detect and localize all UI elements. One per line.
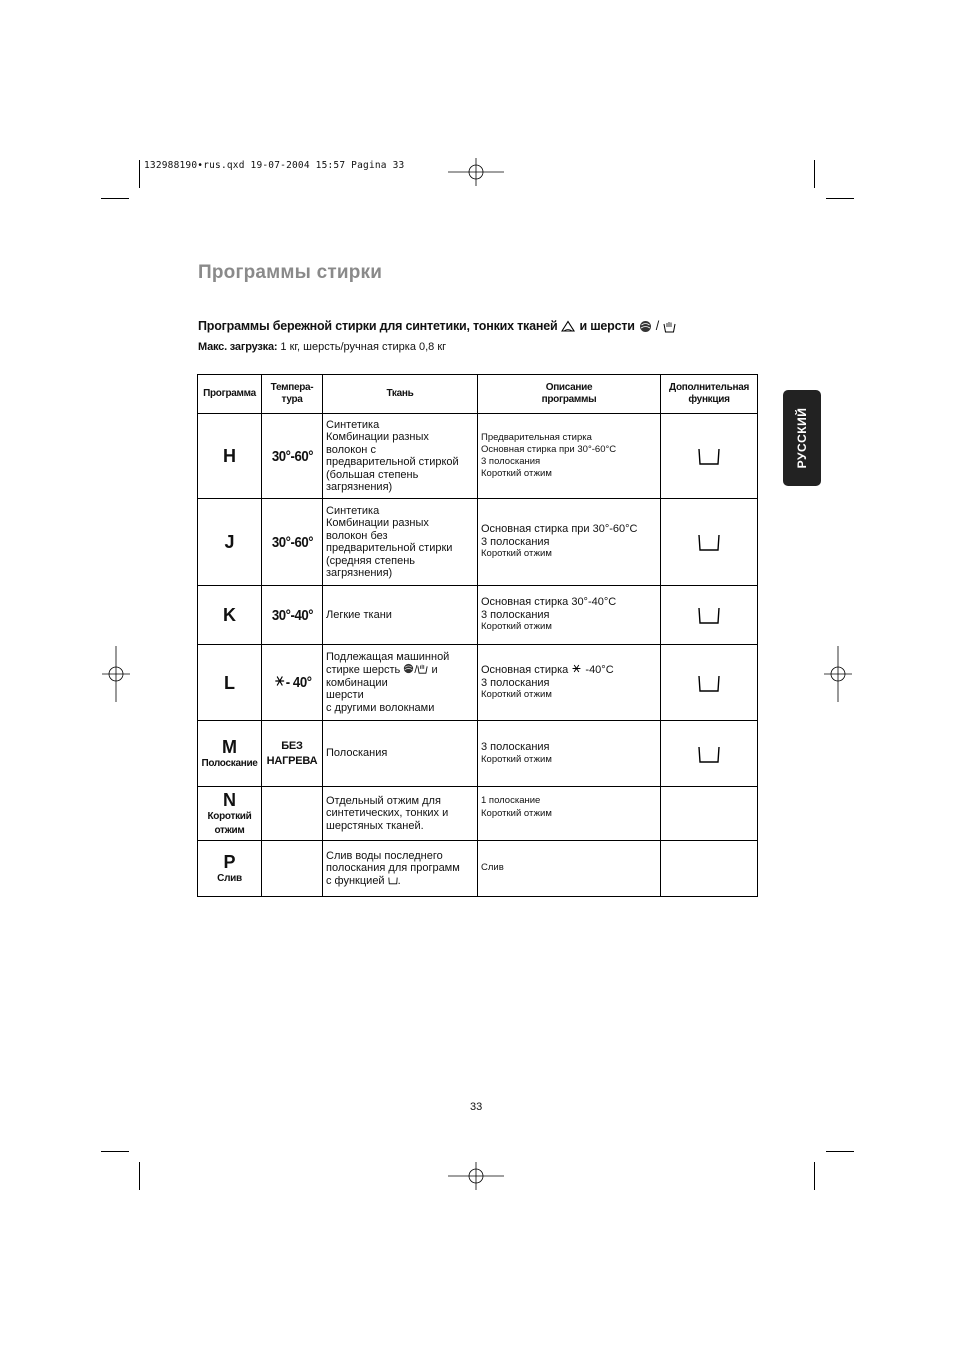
crop-mark xyxy=(139,160,140,188)
program-cell: P Слив xyxy=(198,841,262,897)
max-load-value: 1 кг, шерсть/ручная стирка 0,8 кг xyxy=(277,341,447,353)
function-cell xyxy=(661,414,758,499)
fabric-cell: Синтетика Комбинации разных волокон с предварительной стиркой (большая степень загрязнения) xyxy=(323,414,478,499)
description-cell: Слив xyxy=(478,841,661,897)
function-cell xyxy=(661,645,758,721)
header-description: Описание программы xyxy=(478,375,661,414)
wool-icon xyxy=(403,663,414,674)
table-row xyxy=(198,841,758,897)
program-cell: L xyxy=(198,645,262,721)
description-cell: Основная стирка -40°C 3 полоскания Короткий отжим xyxy=(478,645,661,721)
function-cell xyxy=(661,721,758,787)
half-load-tub-icon xyxy=(697,605,721,625)
temperature-value: - 40° xyxy=(285,674,312,691)
crop-mark xyxy=(139,1162,140,1190)
max-load-line xyxy=(198,341,446,353)
half-load-tub-icon xyxy=(697,446,721,466)
registration-mark-icon xyxy=(824,646,852,702)
slash-separator: / xyxy=(655,319,660,333)
function-cell xyxy=(661,499,758,586)
fabric-cell: Легкие ткани xyxy=(323,586,478,645)
hand-wash-icon xyxy=(417,663,428,674)
program-cell: H xyxy=(198,414,262,499)
crop-mark xyxy=(101,1151,129,1152)
program-cell: N Короткий отжим xyxy=(198,787,262,841)
programs-table xyxy=(197,374,758,897)
fabric-cell: Отдельный отжим для синтетических, тонких и шерстяных тканей. xyxy=(323,787,478,841)
function-cell xyxy=(661,586,758,645)
registration-mark-icon xyxy=(448,1162,504,1190)
table-row xyxy=(198,414,758,499)
temperature-cell: 30°-60° xyxy=(265,499,319,586)
language-tab xyxy=(783,390,821,486)
crop-mark xyxy=(814,160,815,188)
header-extra-function: Дополнительная функция xyxy=(661,375,758,414)
cold-snowflake-icon xyxy=(571,663,582,674)
half-load-tub-icon xyxy=(697,532,721,552)
fabric-cell: Слив воды последнего полоскания для программ с функцией . xyxy=(323,841,478,897)
table-header-row xyxy=(198,375,758,414)
program-cell: K xyxy=(198,586,262,645)
fabric-cell: Подлежащая машинной стирке шерсть / и комбинации шерсти с другими волокнами xyxy=(323,645,478,721)
half-load-tub-icon xyxy=(697,673,721,693)
table-row xyxy=(198,787,758,841)
function-cell xyxy=(661,841,758,897)
crop-mark xyxy=(826,1151,854,1152)
description-cell: Основная стирка при 30°-60°C 3 полоскания Короткий отжим xyxy=(478,499,661,586)
description-cell: 3 полоскания Короткий отжим xyxy=(478,721,661,787)
crop-mark xyxy=(101,198,129,199)
table-row xyxy=(198,499,758,586)
header-temperature: Темпера- тура xyxy=(262,375,323,414)
temperature-cell: 30°-60° xyxy=(265,414,319,499)
delicate-triangle-icon xyxy=(561,320,575,332)
crop-mark xyxy=(826,198,854,199)
hand-wash-icon xyxy=(663,320,676,333)
temperature-cell: 30°-40° xyxy=(265,586,319,645)
temperature-cell xyxy=(265,645,319,721)
page-title: Программы стирки xyxy=(198,262,383,283)
temperature-cell xyxy=(262,841,323,897)
language-tab-label: РУССКИЙ xyxy=(795,407,809,469)
subtitle-text: Программы бережной стирки для синтетики, тонких тканей xyxy=(198,319,558,333)
temperature-cell xyxy=(262,787,323,841)
table-row xyxy=(198,721,758,787)
wool-icon xyxy=(639,320,652,333)
function-cell xyxy=(661,787,758,841)
half-load-tub-icon xyxy=(697,744,721,764)
crop-mark xyxy=(814,1162,815,1190)
header-fabric: Ткань xyxy=(323,375,478,414)
registration-mark-icon xyxy=(448,158,504,186)
fabric-cell: Полоскания xyxy=(323,721,478,787)
description-cell: Основная стирка 30°-40°C 3 полоскания Короткий отжим xyxy=(478,586,661,645)
max-load-label: Макс. загрузка: xyxy=(198,341,278,353)
section-subtitle xyxy=(198,319,676,333)
subtitle-text-2: и шерсти xyxy=(579,319,635,333)
cold-snowflake-icon xyxy=(273,674,285,688)
table-row xyxy=(198,645,758,721)
header-program: Программа xyxy=(198,375,262,414)
program-cell: J xyxy=(198,499,262,586)
program-cell: M Полоскание xyxy=(198,721,262,787)
fabric-cell: Синтетика Комбинации разных волокон без предварительной стирки (средняя степень загрязнения) xyxy=(323,499,478,586)
description-cell: Предварительная стирка Основная стирка при 30°-60°C 3 полоскания Короткий отжим xyxy=(478,414,661,499)
half-load-tub-icon xyxy=(388,876,398,885)
temperature-cell: БЕЗ НАГРЕВА xyxy=(262,721,323,787)
registration-mark-icon xyxy=(102,646,130,702)
table-row xyxy=(198,586,758,645)
page-number: 33 xyxy=(470,1101,483,1113)
description-cell: 1 полоскание Короткий отжим xyxy=(478,787,661,841)
print-slug: 132988190•rus.qxd 19-07-2004 15:57 Pagina 33 xyxy=(144,160,405,171)
